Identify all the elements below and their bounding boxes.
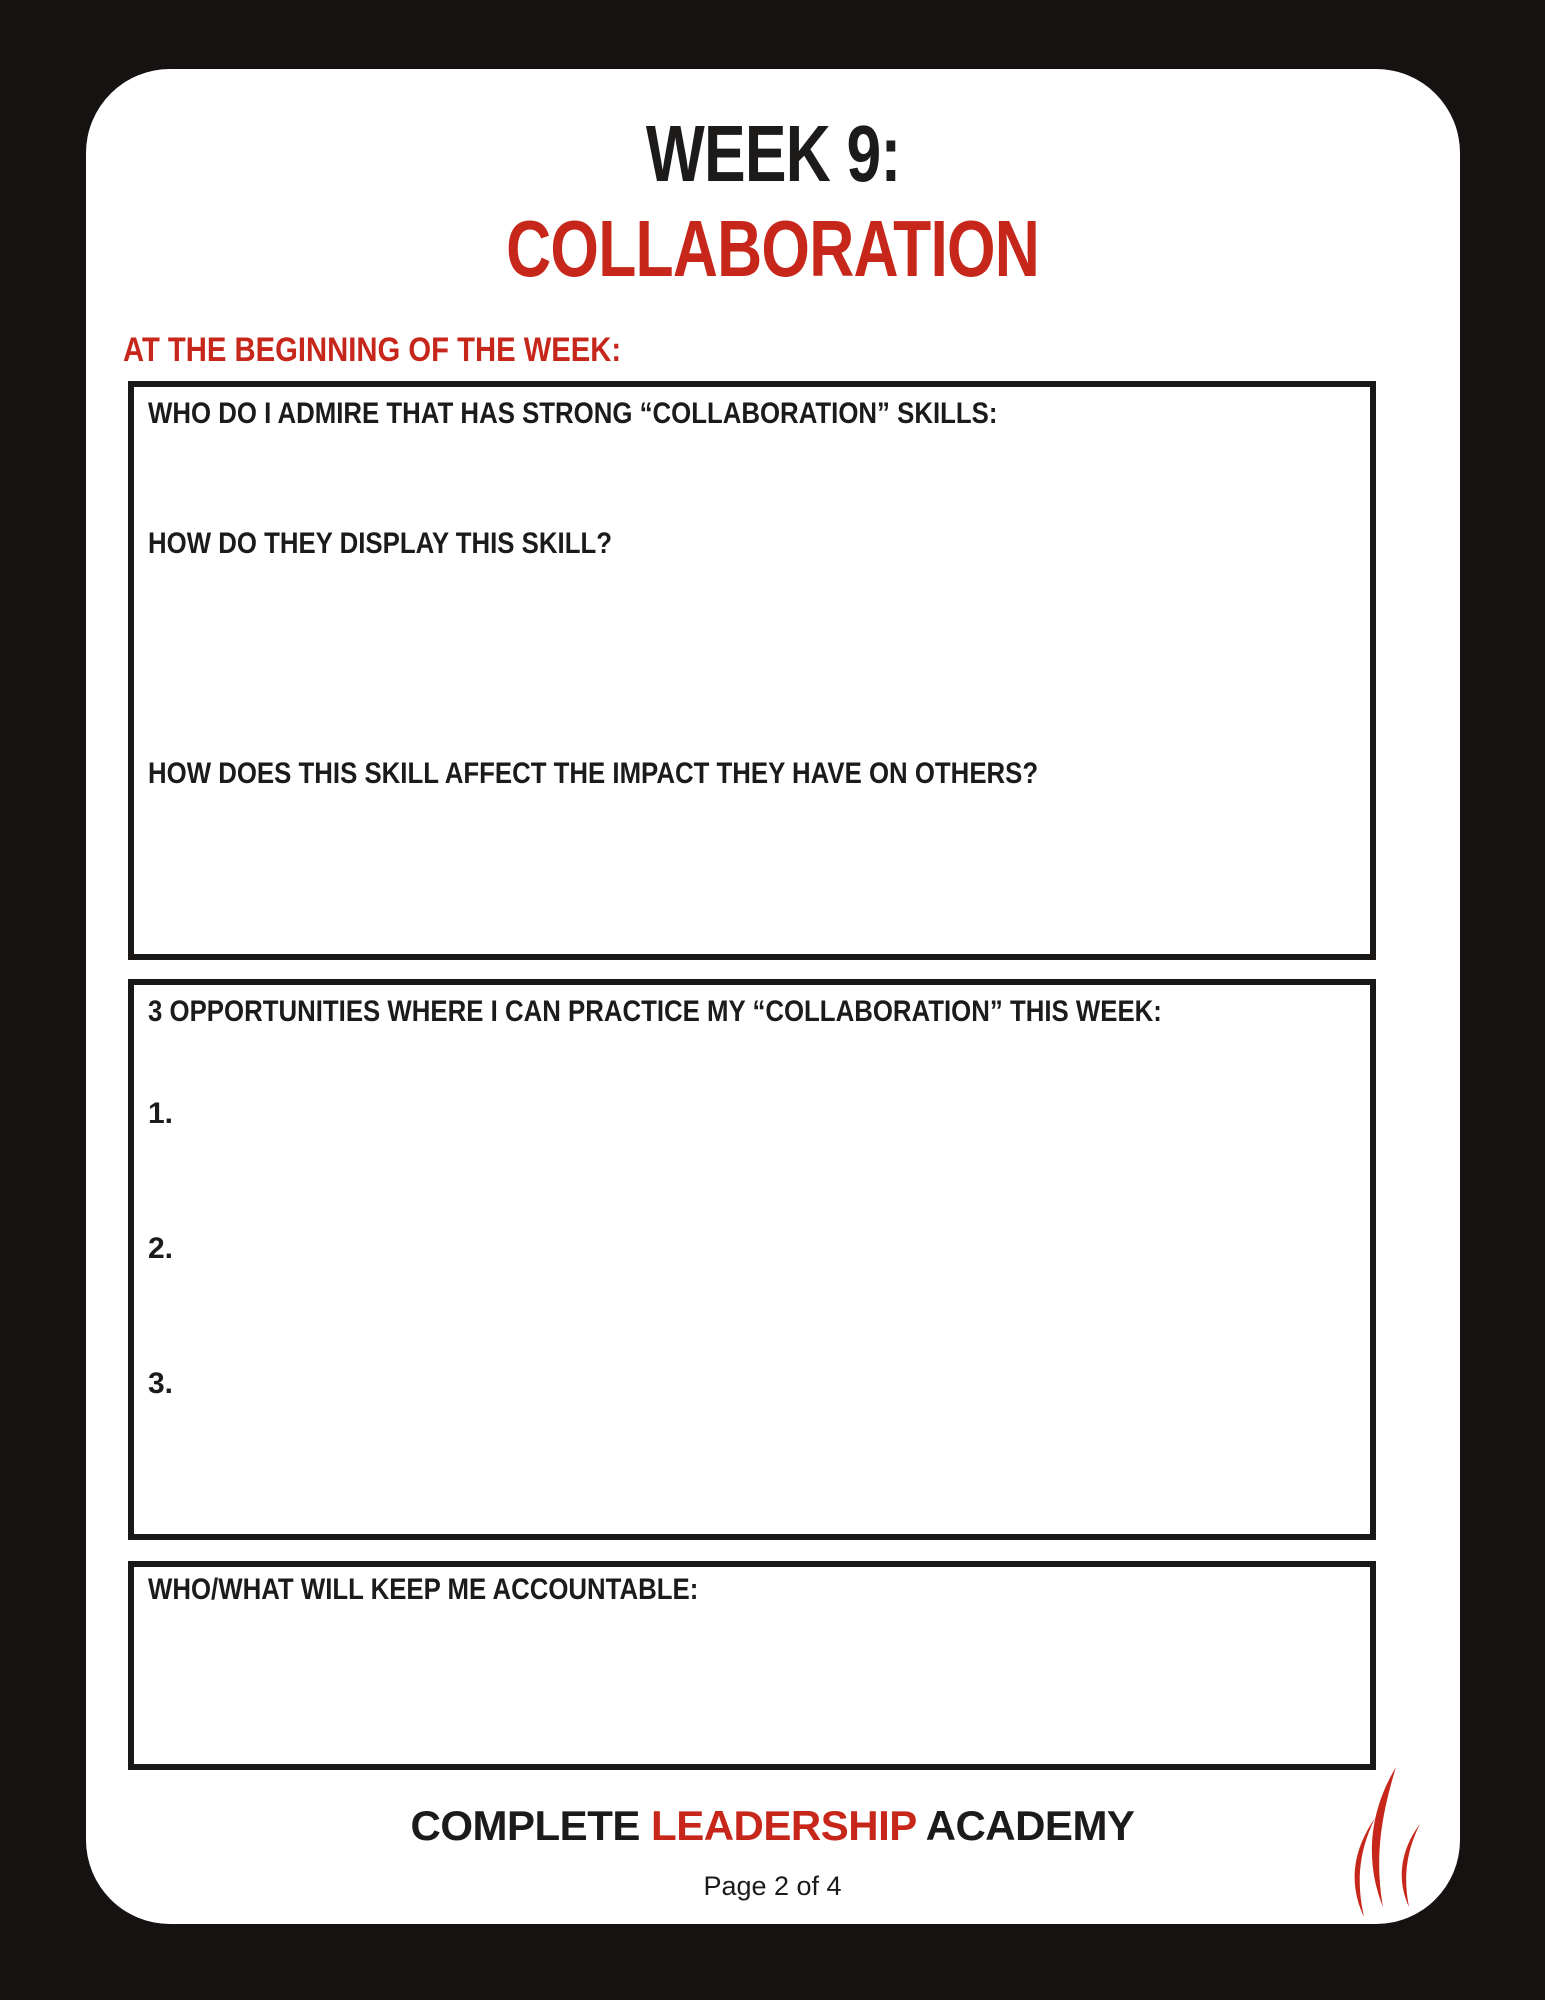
- question-admire: [148, 399, 1356, 429]
- title-week-text: WEEK 9:: [645, 109, 901, 198]
- title-skill-text: COLLABORATION: [506, 204, 1040, 293]
- question-admire-text: WHO DO I ADMIRE THAT HAS STRONG “COLLABORATION” SKILLS:: [148, 397, 998, 430]
- question-display-text: HOW DO THEY DISPLAY THIS SKILL?: [148, 527, 612, 560]
- section-heading-text: AT THE BEGINNING OF THE WEEK:: [123, 331, 622, 369]
- accountable-heading-text: WHO/WHAT WILL KEEP ME ACCOUNTABLE:: [148, 1573, 699, 1606]
- brand-word-complete: COMPLETE: [410, 1802, 652, 1849]
- accountable-heading: [148, 1575, 1356, 1605]
- flame-icon: [1343, 1764, 1425, 1924]
- page-title-week: [86, 109, 1460, 198]
- question-box-admire: [128, 381, 1376, 960]
- brand-line: [0, 1802, 1545, 1849]
- question-impact: [148, 759, 1356, 789]
- question-box-accountable: [128, 1561, 1376, 1770]
- brand-word-leadership: LEADERSHIP: [651, 1802, 916, 1849]
- question-display: [148, 529, 1356, 559]
- list-number-1: 1.: [148, 1097, 174, 1130]
- opportunities-heading-text: 3 OPPORTUNITIES WHERE I CAN PRACTICE MY “COLLABORATION” THIS WEEK:: [148, 995, 1162, 1028]
- list-number-2: 2.: [148, 1232, 174, 1265]
- question-box-opportunities: [128, 979, 1376, 1540]
- opportunities-heading: [148, 997, 1356, 1027]
- page-title-skill: [86, 204, 1460, 293]
- brand-word-academy: ACADEMY: [916, 1802, 1135, 1849]
- list-number-3: 3.: [148, 1367, 174, 1400]
- page-number: Page 2 of 4: [703, 1871, 842, 1901]
- section-heading: [123, 333, 702, 367]
- question-impact-text: HOW DOES THIS SKILL AFFECT THE IMPACT THEY HAVE ON OTHERS?: [148, 757, 1039, 790]
